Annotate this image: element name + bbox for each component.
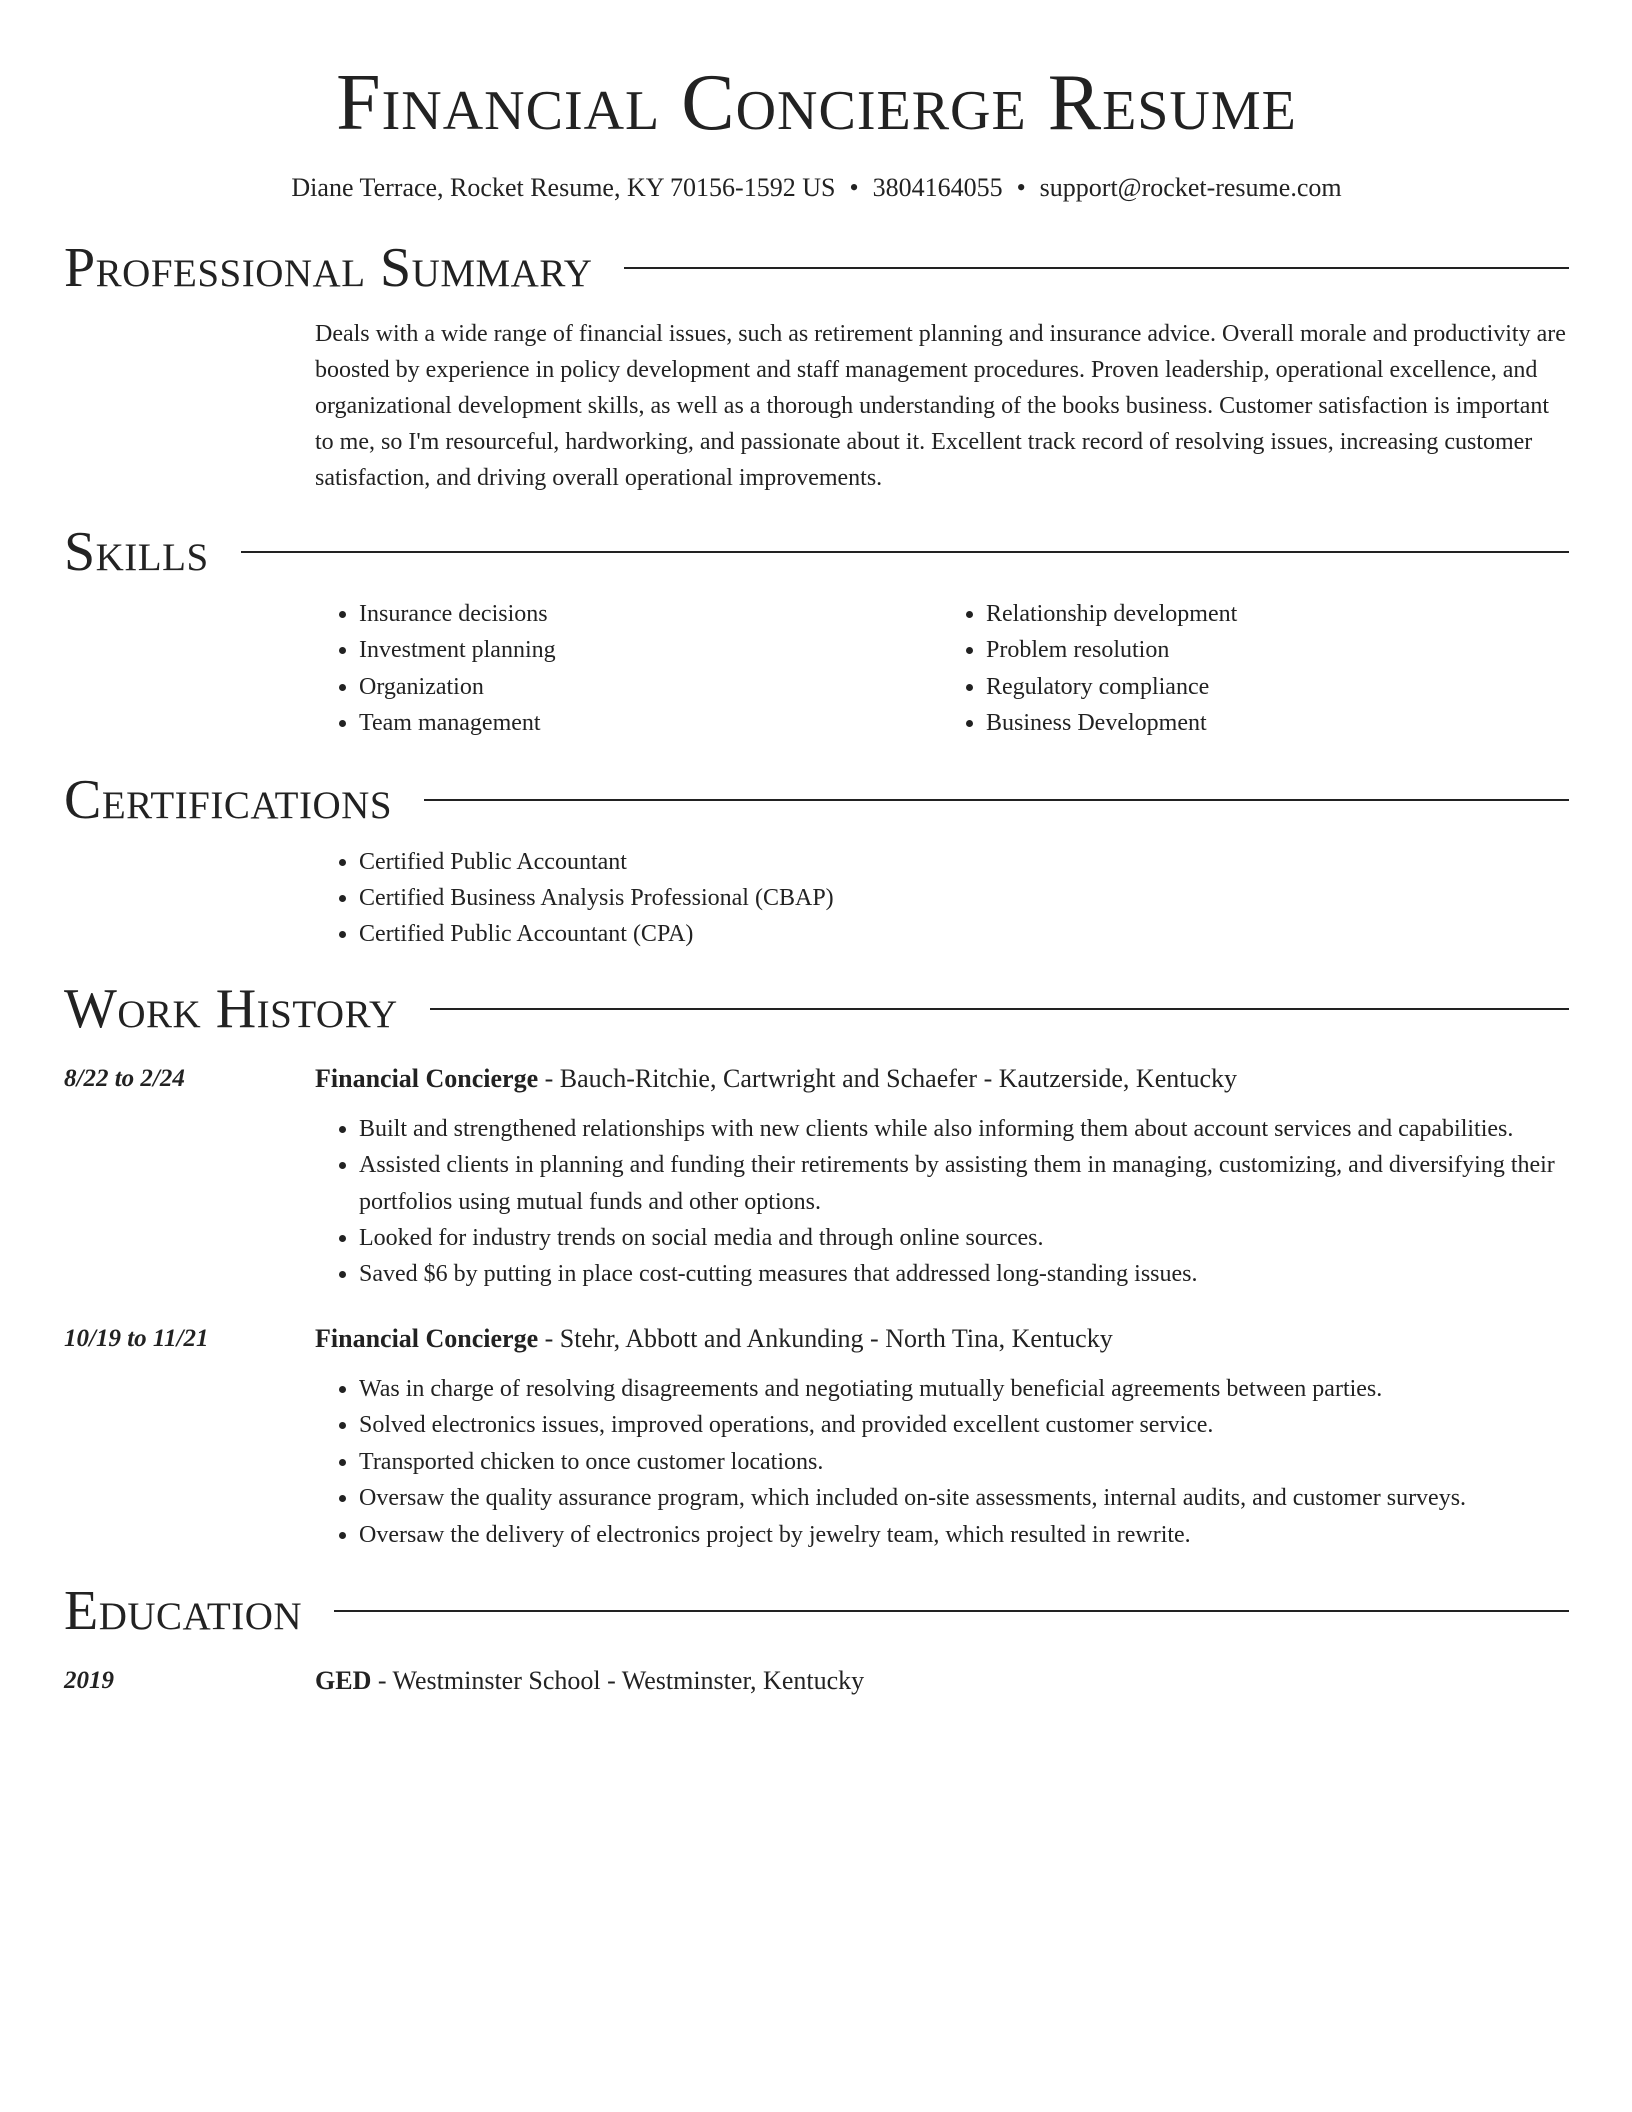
certification-item: • Certified Public Accountant (CPA) xyxy=(359,916,1569,952)
certifications-section xyxy=(64,770,1569,953)
job-bullet: • Solved electronics issues, improved operations, and provided excellent customer service. xyxy=(359,1407,1569,1443)
job-bullet: • Oversaw the quality assurance program, which included on-site assessments, internal audits, and customer surveys. xyxy=(359,1480,1569,1516)
contact-phone: 3804164055 xyxy=(872,173,1003,202)
job-bullets xyxy=(315,1111,1569,1293)
contact-email: support@rocket-resume.com xyxy=(1039,173,1342,202)
education-section xyxy=(64,1581,1569,1699)
job-entry xyxy=(64,1321,1569,1553)
skills-body xyxy=(315,596,1569,742)
job-bullet: • Assisted clients in planning and funding their retirements by assisting them in managing, customizing, and diversifying their portfolios using mutual funds and other options. xyxy=(359,1147,1569,1220)
job-bullet: • Built and strengthened relationships with new clients while also informing them about account services and capabilities. xyxy=(359,1111,1569,1147)
job-dates: 8/22 to 2/24 xyxy=(64,1064,185,1092)
education-degree: GED xyxy=(315,1665,372,1695)
contact-separator: • xyxy=(849,173,859,202)
job-title: Financial Concierge xyxy=(315,1063,539,1093)
certifications-list xyxy=(315,844,1569,953)
skills-heading: Skills xyxy=(64,521,209,583)
job-title: Financial Concierge xyxy=(315,1323,539,1353)
section-divider xyxy=(334,1610,1569,1612)
certification-item: • Certified Business Analysis Professional (CBAP) xyxy=(359,880,1569,916)
job-detail xyxy=(315,1061,1569,1293)
education-entry xyxy=(64,1663,1569,1699)
skills-list-left xyxy=(315,596,942,742)
work-history-header xyxy=(64,979,1569,1039)
contact-address: Diane Terrace, Rocket Resume, KY 70156-1592 US xyxy=(291,173,836,202)
certifications-heading: Certifications xyxy=(64,768,393,831)
job-bullet: • Transported chicken to once customer locations. xyxy=(359,1444,1569,1480)
work-history-heading: Work History xyxy=(64,977,398,1040)
job-employer: - Bauch-Ritchie, Cartwright and Schaefer - Kautzerside, Kentucky xyxy=(538,1063,1237,1093)
contact-line xyxy=(64,170,1569,206)
certifications-body xyxy=(315,844,1569,953)
skill-item: • Problem resolution xyxy=(986,632,1569,668)
summary-heading: Professional Summary xyxy=(64,237,593,299)
education-detail xyxy=(315,1663,1569,1699)
education-headline xyxy=(315,1663,1569,1699)
skills-section xyxy=(64,522,1569,742)
job-detail xyxy=(315,1321,1569,1553)
skills-header xyxy=(64,522,1569,582)
skill-item: • Insurance decisions xyxy=(359,596,942,632)
section-divider xyxy=(624,267,1569,269)
summary-body xyxy=(315,316,1569,496)
job-employer: - Stehr, Abbott and Ankunding - North Tina, Kentucky xyxy=(538,1323,1113,1353)
skills-grid xyxy=(315,596,1569,742)
job-bullet: • Looked for industry trends on social media and through online sources. xyxy=(359,1220,1569,1256)
job-bullet: • Oversaw the delivery of electronics project by jewelry team, which resulted in rewrite. xyxy=(359,1517,1569,1553)
education-school: - Westminster School - Westminster, Kentucky xyxy=(371,1665,865,1695)
skill-item: • Regulatory compliance xyxy=(986,669,1569,705)
skills-list-right xyxy=(942,596,1569,742)
skill-item: • Organization xyxy=(359,669,942,705)
job-bullets xyxy=(315,1371,1569,1553)
skill-item: • Business Development xyxy=(986,705,1569,741)
job-bullet: • Was in charge of resolving disagreements and negotiating mutually beneficial agreements between parties. xyxy=(359,1371,1569,1407)
education-header xyxy=(64,1581,1569,1641)
education-heading: Education xyxy=(64,1579,303,1642)
section-divider xyxy=(430,1008,1569,1010)
job-entry xyxy=(64,1061,1569,1293)
skill-item: • Relationship development xyxy=(986,596,1569,632)
job-bullet: • Saved $6 by putting in place cost-cutting measures that addressed long-standing issues. xyxy=(359,1256,1569,1292)
contact-separator: • xyxy=(1016,173,1026,202)
summary-header xyxy=(64,238,1569,298)
job-headline xyxy=(315,1061,1569,1097)
summary-section xyxy=(64,238,1569,496)
certifications-header xyxy=(64,770,1569,830)
job-dates: 10/19 to 11/21 xyxy=(64,1324,209,1352)
section-divider xyxy=(424,799,1569,801)
skill-item: • Team management xyxy=(359,705,942,741)
certification-item: • Certified Public Accountant xyxy=(359,844,1569,880)
resume-title: Financial Concierge Resume xyxy=(336,59,1297,147)
work-history-section xyxy=(64,979,1569,1553)
summary-text: Deals with a wide range of financial issues, such as retirement planning and insurance advice. Overall morale and productivity are boosted by experience in policy development and staff management procedures. Proven leadership, operational excellence, and organizational development skills, as well as a thorough understanding of the books business. Customer satisfaction is important to me, so I'm resourceful, hardworking, and passionate about it. Excellent track record of resolving issues, increasing customer satisfaction, and driving overall operational improvements. xyxy=(315,321,1566,491)
job-headline xyxy=(315,1321,1569,1357)
section-divider xyxy=(241,551,1569,553)
education-year: 2019 xyxy=(64,1666,114,1694)
skill-item: • Investment planning xyxy=(359,632,942,668)
